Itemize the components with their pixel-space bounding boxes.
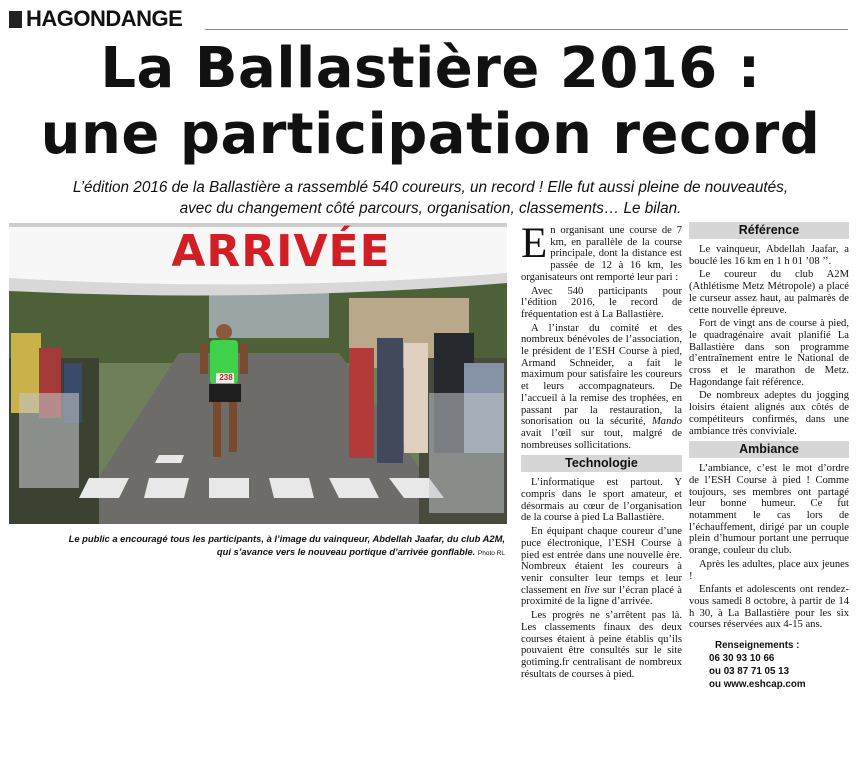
headline-line-1: La Ballastière 2016 : [100,36,761,101]
paragraph-intro-text: n organisant une course de 7 km, en parallèle de la course principale, dont la distance est passée de 12 à 16 km, les organisateurs ont remporté leur pari : [521,225,682,283]
paragraph-italic: live [584,584,600,596]
info-box [689,639,849,691]
section-heading-ambiance: Ambiance [689,441,849,458]
caption-line-2-text: qui s’avance vers le nouveau portique d’arrivée gonflable. [216,546,476,557]
paragraph: Les progrès ne s’arrêtent pas là. Les classements finaux des deux courses étaient à peine établis qu’ils pouvaient être consultés sur le site gotiming.fr centralisant de nombreux résultats de courses à pied. [521,610,682,680]
paragraph: De nombreux adeptes du jogging loisirs étaient alignés aux côtés de compétiteurs confirmés, dans une ambiance très conviviale. [689,390,849,437]
bib-number: 238 [219,373,233,382]
standfirst-line-1: L’édition 2016 de la Ballastière a rassemblé 540 coureurs, un record ! Elle fut aussi pleine de nouveautés, [72,179,789,196]
section-heading-technologie: Technologie [521,455,682,472]
info-label: Renseignements : [715,640,800,652]
kicker-square [9,11,22,28]
paragraph: Le coureur du club A2M (Athlétisme Metz Métropole) a placé le curseur assez haut, au palmarès de cette nouvelle épreuve. [689,269,849,316]
standfirst [20,177,841,219]
paragraph: Le vainqueur, Abdellah Jaafar, a bouclé les 16 km en 1 h 01 ’08 ’’. [689,244,849,267]
paragraph-text-end: sur l’écran placé à proximité de la ligne d’arrivée. [521,584,682,608]
photo-caption [9,532,507,560]
paragraph: L’informatique est partout. Y compris dans le sport amateur, et désormais au cœur de l’organisation de la course à pied La Ballastière. [521,477,682,524]
caption-line-1: Le public a encouragé tous les participants, à l’image du vainqueur, Abdellah Jaafar, du club A2M, [68,533,505,544]
info-phone-2: ou 03 87 71 05 13 [709,666,790,678]
headline [0,36,861,168]
banner-text: ARRIVÉE [171,226,391,277]
race-photo [9,223,507,524]
paragraph-italic: Mando [651,416,682,428]
section-label: HAGONDANGE [26,6,183,31]
paragraph: L’ambiance, c’est le mot d’ordre de l’ESH Course à pied ! Comme toujours, ses membres ont partagé leur bonne humeur. Ce fut notamment le cas lors de l’échauffement, dirigé par un couple plein d’humour portant une perruque orange, couleur du club. [689,463,849,557]
headline-line-2: une participation record [40,102,821,167]
drop-cap: E [521,220,548,267]
paragraph: Enfants et adolescents ont rendez-vous samedi 8 octobre, à partir de 14 h 30, à La Ballastière pour les six courses réservées aux 4-15 ans. [689,584,849,631]
info-phone-1: 06 30 93 10 66 [709,653,775,665]
paragraph-text: A l’instar du comité et des nombreux bénévoles de l’association, le président de l’ESH Course à pied, Armand Schneider, a fait le maximum pour satisfaire les coureurs et leurs accompagnateurs. De l’accueil à la remise des trophées, en passant par la restauration, la sonorisation ou la sécurité, [521,322,682,428]
photo-credit: Photo RL [477,550,505,557]
top-rule [205,29,848,30]
paragraph-intro [521,220,682,284]
article-column-1 [521,220,682,682]
article-column-2 [689,222,849,691]
section-kicker [9,8,205,30]
info-website: ou www.eshcap.com [709,679,806,691]
caption-line-2 [9,545,505,560]
paragraph: Avec 540 participants pour l’édition 2016, le record de fréquentation est à La Ballastière. [521,285,682,320]
paragraph [521,323,682,452]
standfirst-line-2: avec du changement côté parcours, organisation, classements… Le bilan. [179,200,682,217]
paragraph [521,526,682,608]
paragraph: Après les adultes, place aux jeunes ! [689,558,849,582]
paragraph: Fort de vingt ans de course à pied, le quadragénaire avait planifié La Ballastière dans son programme d’entraînement entre le National de cross et le marathon de Metz. Hagondange fait référence. [689,318,849,388]
paragraph-text-end: avait l’œil sur tout, malgré de nombreuses sollicitations. [521,427,682,451]
section-heading-reference: Référence [689,222,849,239]
paragraph-text: En équipant chaque coureur d’une puce électronique, l’ESH Course à pied est entrée dans une nouvelle ère. Nombreux étaient les coureurs à venir consulter leur temps et leur classement en [521,526,682,596]
